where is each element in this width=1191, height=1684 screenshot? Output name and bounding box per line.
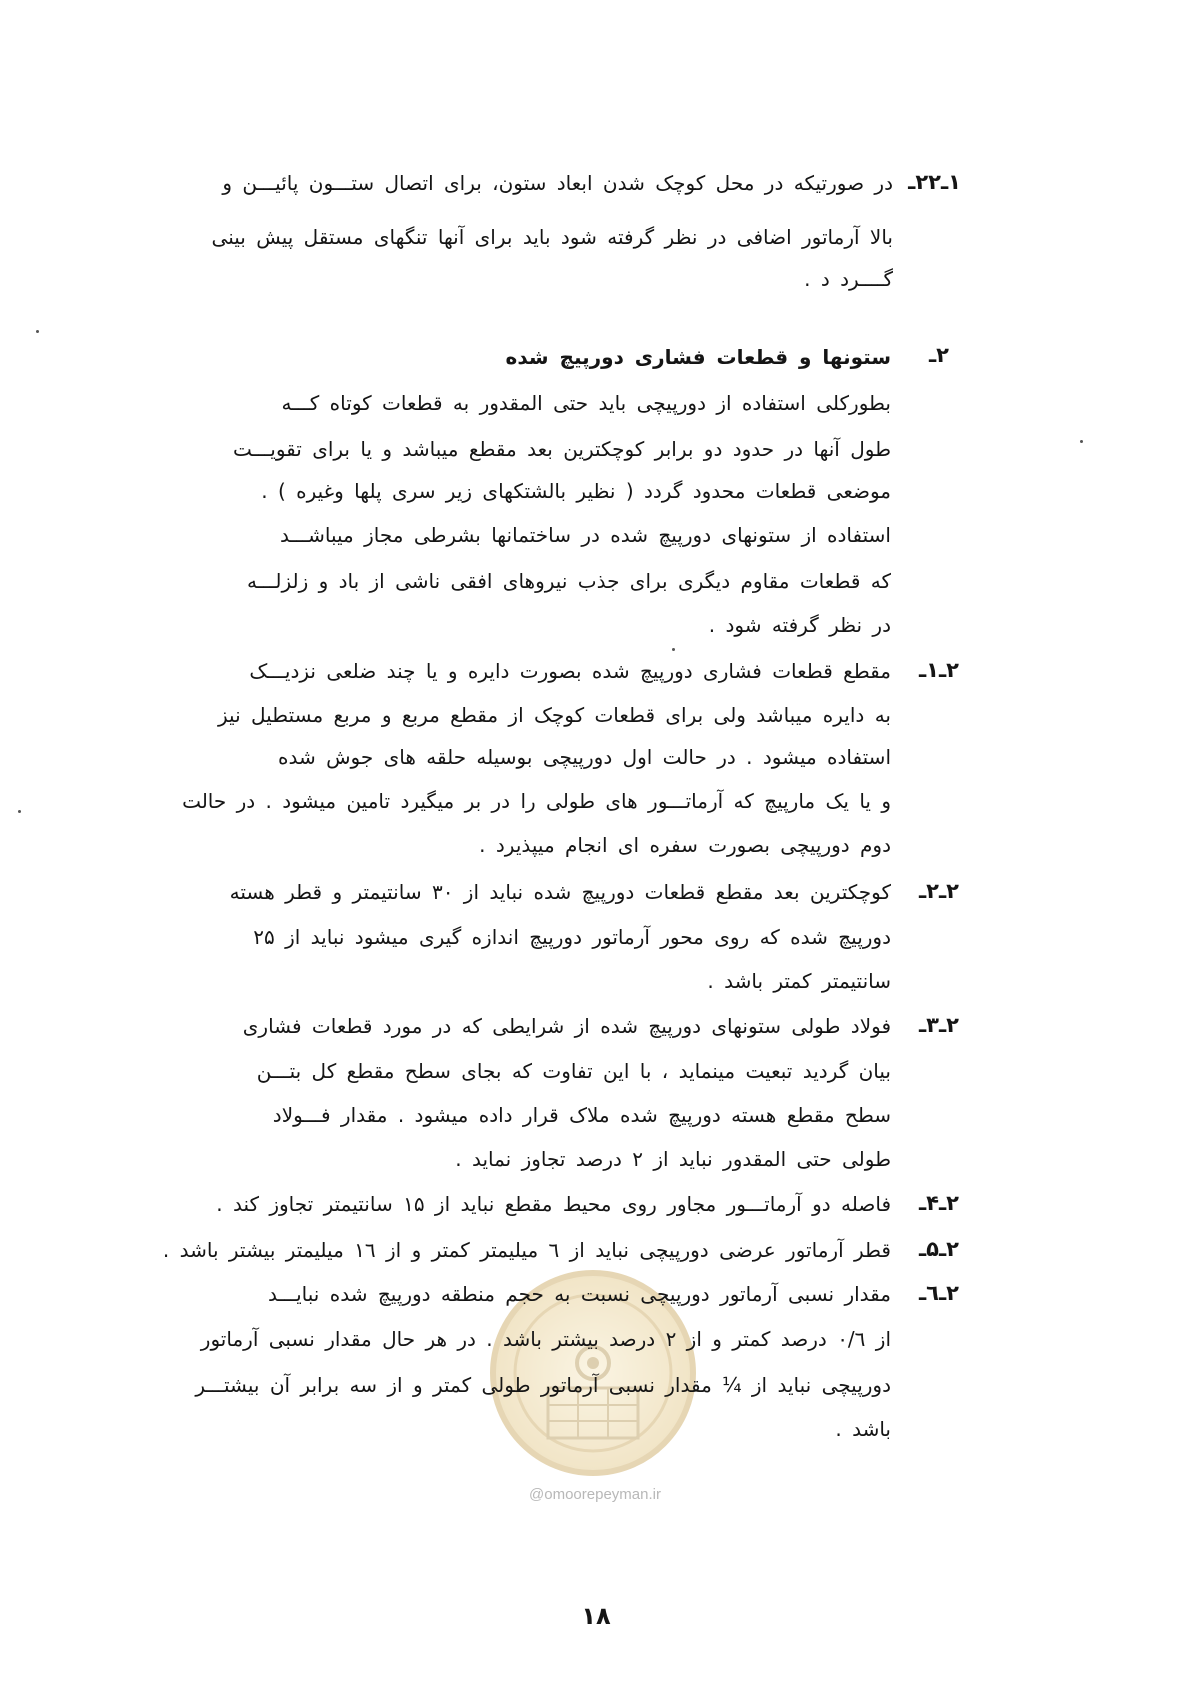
text-line: دوم دورپیچی بصورت سفره ای انجام میپذیرد . bbox=[479, 833, 891, 857]
clause-number: ۲ـ۲ـ bbox=[918, 879, 959, 903]
text-line: گــــرد د . bbox=[804, 267, 893, 291]
text-line: مقطع قطعات فشاری دورپیچ شده بصورت دایره و یا چند ضلعی نزدیـــک bbox=[249, 659, 891, 683]
text-line: که قطعات مقاوم دیگری برای جذب نیروهای افقی ناشی از باد و زلزلـــه bbox=[247, 569, 891, 593]
text-line: بطورکلی استفاده از دورپیچی باید حتی المقدور به قطعات کوتاه کـــه bbox=[281, 391, 891, 415]
clause-number: ۲ـ۵ـ bbox=[918, 1237, 959, 1261]
text-line: فولاد طولی ستونهای دورپیچ شده از شرایطی که در مورد قطعات فشاری bbox=[242, 1014, 891, 1038]
text-line: به دایره میباشد ولی برای قطعات کوچک از مقطع مربع و مربع مستطیل نیز bbox=[218, 703, 891, 727]
text-line: کوچکترین بعد مقطع قطعات دورپیچ شده نباید از ۳۰ سانتیمتر و قطر هسته bbox=[229, 880, 891, 904]
text-line: فاصله دو آرماتـــور مجاور روی محیط مقطع نباید از ۱۵ سانتیمتر تجاوز کند . bbox=[216, 1192, 891, 1216]
clause-number: ۱ـ۲۲ـ bbox=[908, 170, 961, 194]
scan-speck bbox=[672, 648, 675, 651]
text-line: بیان گردید تبعیت مینماید ، با این تفاوت که بجای سطح مقطع کل بتـــن bbox=[256, 1059, 891, 1083]
section-title: ستونها و قطعات فشاری دورپیچ شده bbox=[505, 345, 891, 369]
scan-speck bbox=[36, 330, 39, 333]
text-line: باشد . bbox=[835, 1417, 891, 1441]
section-number: ۲ـ bbox=[928, 343, 949, 367]
text-line: از ۰/٦ درصد کمتر و از ۲ درصد بیشتر باشد . در هر حال مقدار نسبی آرماتور bbox=[200, 1327, 891, 1351]
text-line: دورپیچ شده که روی محور آرماتور دورپیچ اندازه گیری میشود نباید از ۲۵ bbox=[253, 925, 891, 949]
text-line: و یا یک مارپیچ که آرماتـــور های طولی را در بر میگیرد تامین میشود . در حالت bbox=[182, 789, 891, 813]
scan-speck bbox=[18, 810, 21, 813]
text-line: طولی حتی المقدور نباید از ۲ درصد تجاوز نماید . bbox=[455, 1147, 891, 1171]
clause-number: ۲ـ٦ـ bbox=[918, 1281, 959, 1305]
text-line: بالا آرماتور اضافی در نظر گرفته شود باید برای آنها تنگهای مستقل پیش بینی bbox=[211, 225, 893, 249]
text-line: دورپیچی نباید از ¼ مقدار نسبی آرماتور طولی کمتر و از سه برابر آن بیشتـــر bbox=[195, 1373, 891, 1397]
text-line: موضعی قطعات محدود گردد ( نظیر بالشتکهای زیر سری پلها وغیره ) . bbox=[261, 479, 891, 503]
text-line: مقدار نسبی آرماتور دورپیچی نسبت به حجم منطقه دورپیچ شده نبایـــد bbox=[268, 1282, 891, 1306]
clause-number: ۲ـ۴ـ bbox=[918, 1191, 959, 1215]
text-line: سانتیمتر کمتر باشد . bbox=[707, 969, 891, 993]
text-line: قطر آرماتور عرضی دورپیچی نباید از ٦ میلیمتر کمتر و از ١٦ میلیمتر بیشتر باشد . bbox=[162, 1238, 891, 1262]
text-line: در صورتیکه در محل کوچک شدن ابعاد ستون، برای اتصال ستـــون پائیـــن و bbox=[222, 171, 893, 195]
clause-number: ۲ـ۱ـ bbox=[918, 658, 959, 682]
clause-number: ۲ـ۳ـ bbox=[918, 1013, 959, 1037]
watermark-handle: @omoorepeyman.ir bbox=[529, 1486, 661, 1503]
text-line: سطح مقطع هسته دورپیچ شده ملاک قرار داده میشود . مقدار فـــولاد bbox=[272, 1103, 891, 1127]
text-line: طول آنها در حدود دو برابر کوچکترین بعد مقطع میباشد و یا برای تقویـــت bbox=[233, 437, 891, 461]
page-number: ۱۸ bbox=[581, 1602, 611, 1630]
text-line: استفاده از ستونهای دورپیچ شده در ساختمانها بشرطی مجاز میباشـــد bbox=[280, 523, 891, 547]
text-line: در نظر گرفته شود . bbox=[708, 613, 891, 637]
scan-speck bbox=[1080, 440, 1083, 443]
text-line: استفاده میشود . در حالت اول دورپیچی بوسیله حلقه های جوش شده bbox=[278, 745, 891, 769]
